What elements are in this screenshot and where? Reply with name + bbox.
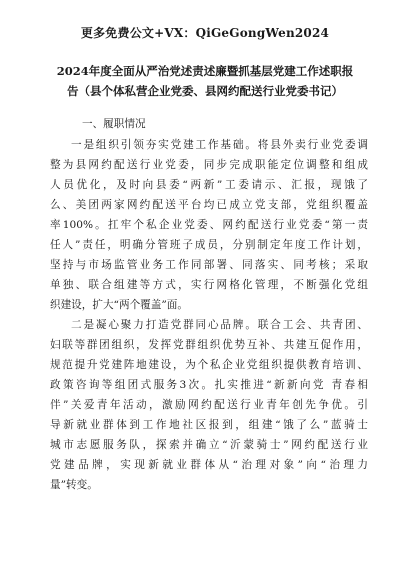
document-title — [40, 61, 370, 101]
paragraph-line: 织建设，扩大“两个覆盖”面。 — [50, 299, 188, 311]
paragraph-line: 党建品牌，实现新就业群体从“治理对象”向“治理力 — [50, 459, 368, 471]
paragraph-line: 率100%。扛牢个私企业党委、网约配送行业党委“第一责 — [50, 219, 368, 231]
paragraph-line: 导新就业群体到工作地社区报到，组建“饿了么”蓝骑士 — [50, 419, 368, 431]
paragraph-line: 任人”责任，明确分管班子成员，分别制定年度工作计划， — [50, 239, 368, 251]
section-heading: 一、履职情况 — [82, 118, 146, 130]
paragraph-line: 坚持与市场监管业务工作同部署、同落实、同考核；采取 — [50, 259, 368, 271]
promo-header: 更多免费公文+VX：QiGeGongWen2024 — [80, 26, 330, 40]
paragraph-line: 规范提升党建阵地建设，为个私企业党组织提供教育培训、 — [50, 359, 368, 371]
paragraph-line: 二是凝心聚力打造党群同心品牌。联合工会、共青团、 — [71, 319, 368, 331]
paragraph-line: 一是组织引领夯实党建工作基础。将县外卖行业党委调 — [71, 139, 368, 151]
paragraph-line: 人员优化，及时向县委“两新”工委请示、汇报，现饿了 — [50, 179, 368, 191]
paragraph-line: 伴”关爱青年活动，激励网约配送行业青年创先争优。引 — [50, 399, 368, 411]
title-line-1: 2024年度全面从严治党述责述廉暨抓基层党建工作述职报 — [56, 64, 354, 78]
paragraph-line: 单独、联合组建等方式，实行网格化管理，不断强化党组 — [50, 279, 368, 291]
paragraph-line: 整为县网约配送行业党委，同步完成职能定位调整和组成 — [50, 159, 368, 171]
title-line-2: 告（县个体私营企业党委、县网约配送行业党委书记） — [67, 84, 343, 98]
paragraph-line: 妇联等群团组织，发挥党群组织优势互补、共建互促作用， — [50, 339, 368, 351]
paragraph-line: 城市志愿服务队，探索并确立“沂蒙骑士”网约配送行业 — [50, 439, 368, 451]
paragraph-line: 政策咨询等组团式服务3次。扎实推进“新新向党 青春相 — [50, 379, 368, 391]
paragraph-line: 量”转变。 — [50, 479, 98, 491]
paragraph-line: 么、美团两家网约配送平台均已成立党支部，党组织覆盖 — [50, 199, 368, 211]
